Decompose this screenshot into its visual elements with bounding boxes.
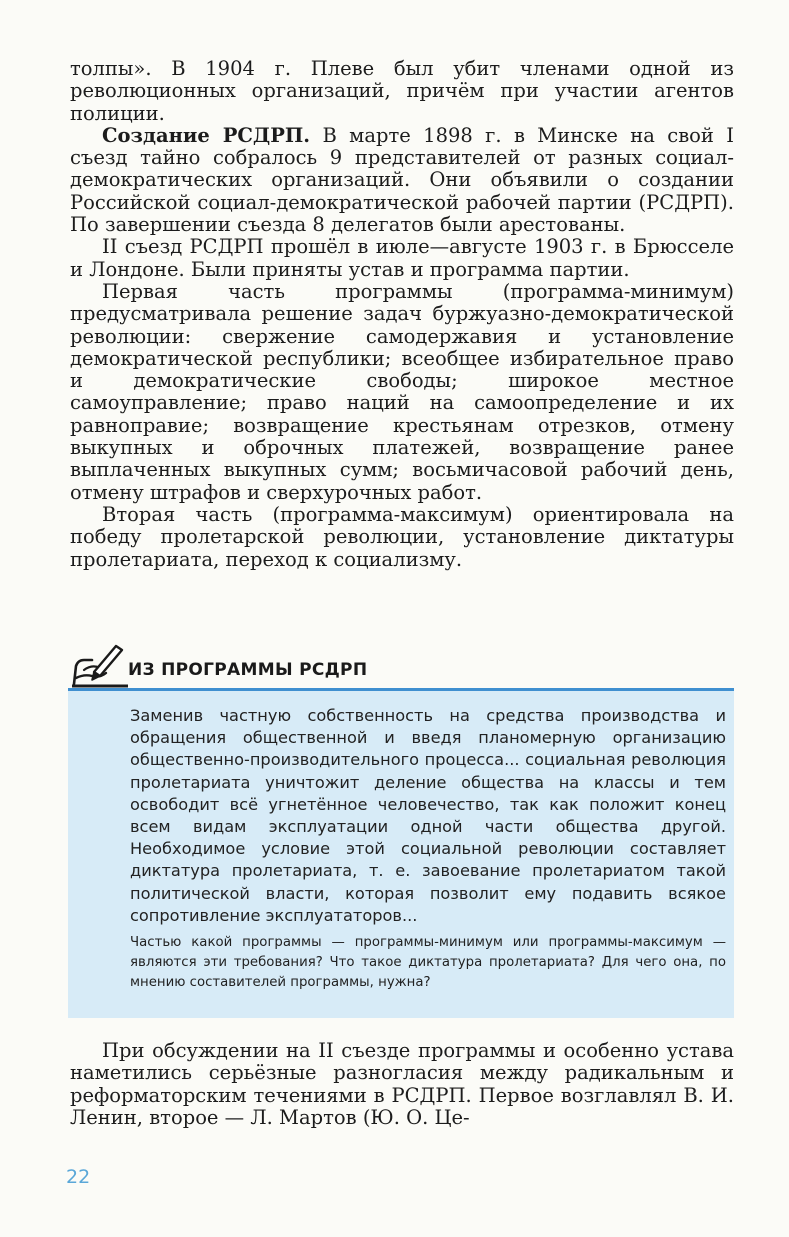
paragraph-1 bbox=[70, 58, 734, 125]
section-heading: Создание РСДРП. bbox=[102, 123, 311, 147]
paragraph-3-text: II съезд РСДРП прошёл в июле—августе 1903 г. в Брюсселе и Лондоне. Были приняты устав и программа партии. bbox=[70, 235, 734, 281]
document-box-header bbox=[68, 636, 734, 688]
page-number: 22 bbox=[66, 1166, 91, 1188]
document-box-title: ИЗ ПРОГРАММЫ РСДРП bbox=[128, 660, 368, 680]
paragraph-6 bbox=[70, 1040, 734, 1129]
paragraph-5-text: Вторая часть (программа-максимум) ориентировала на победу пролетарской революции, установление диктатуры пролетариата, переход к социализму. bbox=[70, 502, 734, 571]
paragraph-6-text: При обсуждении на II съезде программы и особенно устава наметились серьёзные разногласия между радикальным и реформаторским течениями в РСДРП. Первое возглавлял В. И. Ленин, второе — Л. Мартов (Ю. О. Це- bbox=[70, 1039, 734, 1129]
program-quote: Заменив частную собственность на средства производства и обращения общественной и введя планомерную организацию общественно-производительного процесса... социальная революция пролетариата уничтожит деление общества на классы и тем освободит всё угнетённое человечество, так как положит конец всем видам эксплуатации одной части общества другой. Необходимое условие этой социальной революции составляет диктатура пролетариата, т. е. завоевание пролетариатом такой политической власти, которая позволит ему подавить всякое сопротивление эксплуататоров... bbox=[130, 706, 726, 925]
main-text bbox=[70, 58, 734, 571]
paragraph-2 bbox=[70, 125, 734, 236]
paragraph-4-text: Первая часть программы (программа-минимум) предусматривала решение задач буржуазно-демократической революции: свержение самодержавия и установление демократической республики; всеобщее избирательное право и демократические свободы; широкое местное самоуправление; право наций на самоопределение и их равноправие; возвращение крестьянам отрезков, отмену выкупных и оброчных платежей, возвращение ранее выплаченных выкупных сумм; восьмичасовой рабочий день, отмену штрафов и сверхурочных работ. bbox=[70, 279, 734, 504]
document-box-body bbox=[68, 691, 734, 1018]
pen-writing-icon bbox=[70, 640, 128, 688]
closing-text bbox=[70, 1040, 734, 1129]
document-box bbox=[68, 636, 734, 1018]
paragraph-2-text: В марте 1898 г. в Минске на свой I съезд тайно собралось 9 представителей от разных социал-демократических организаций. Они объявили о создании Российской социал-демократической рабочей партии (РСДРП). По завершении съезда 8 делегатов были арестованы. bbox=[70, 123, 734, 237]
paragraph-4 bbox=[70, 281, 734, 504]
review-questions: Частью какой программы — программы-минимум или программы-максимум — являются эти требования? Что такое диктатура пролетариата? Для чего она, по мнению составителей программы, нужна? bbox=[130, 935, 726, 990]
paragraph-3 bbox=[70, 236, 734, 281]
paragraph-5 bbox=[70, 504, 734, 571]
paragraph-1-text: толпы». В 1904 г. Плеве был убит членами одной из революционных организаций, причём при участии агентов полиции. bbox=[70, 57, 734, 125]
